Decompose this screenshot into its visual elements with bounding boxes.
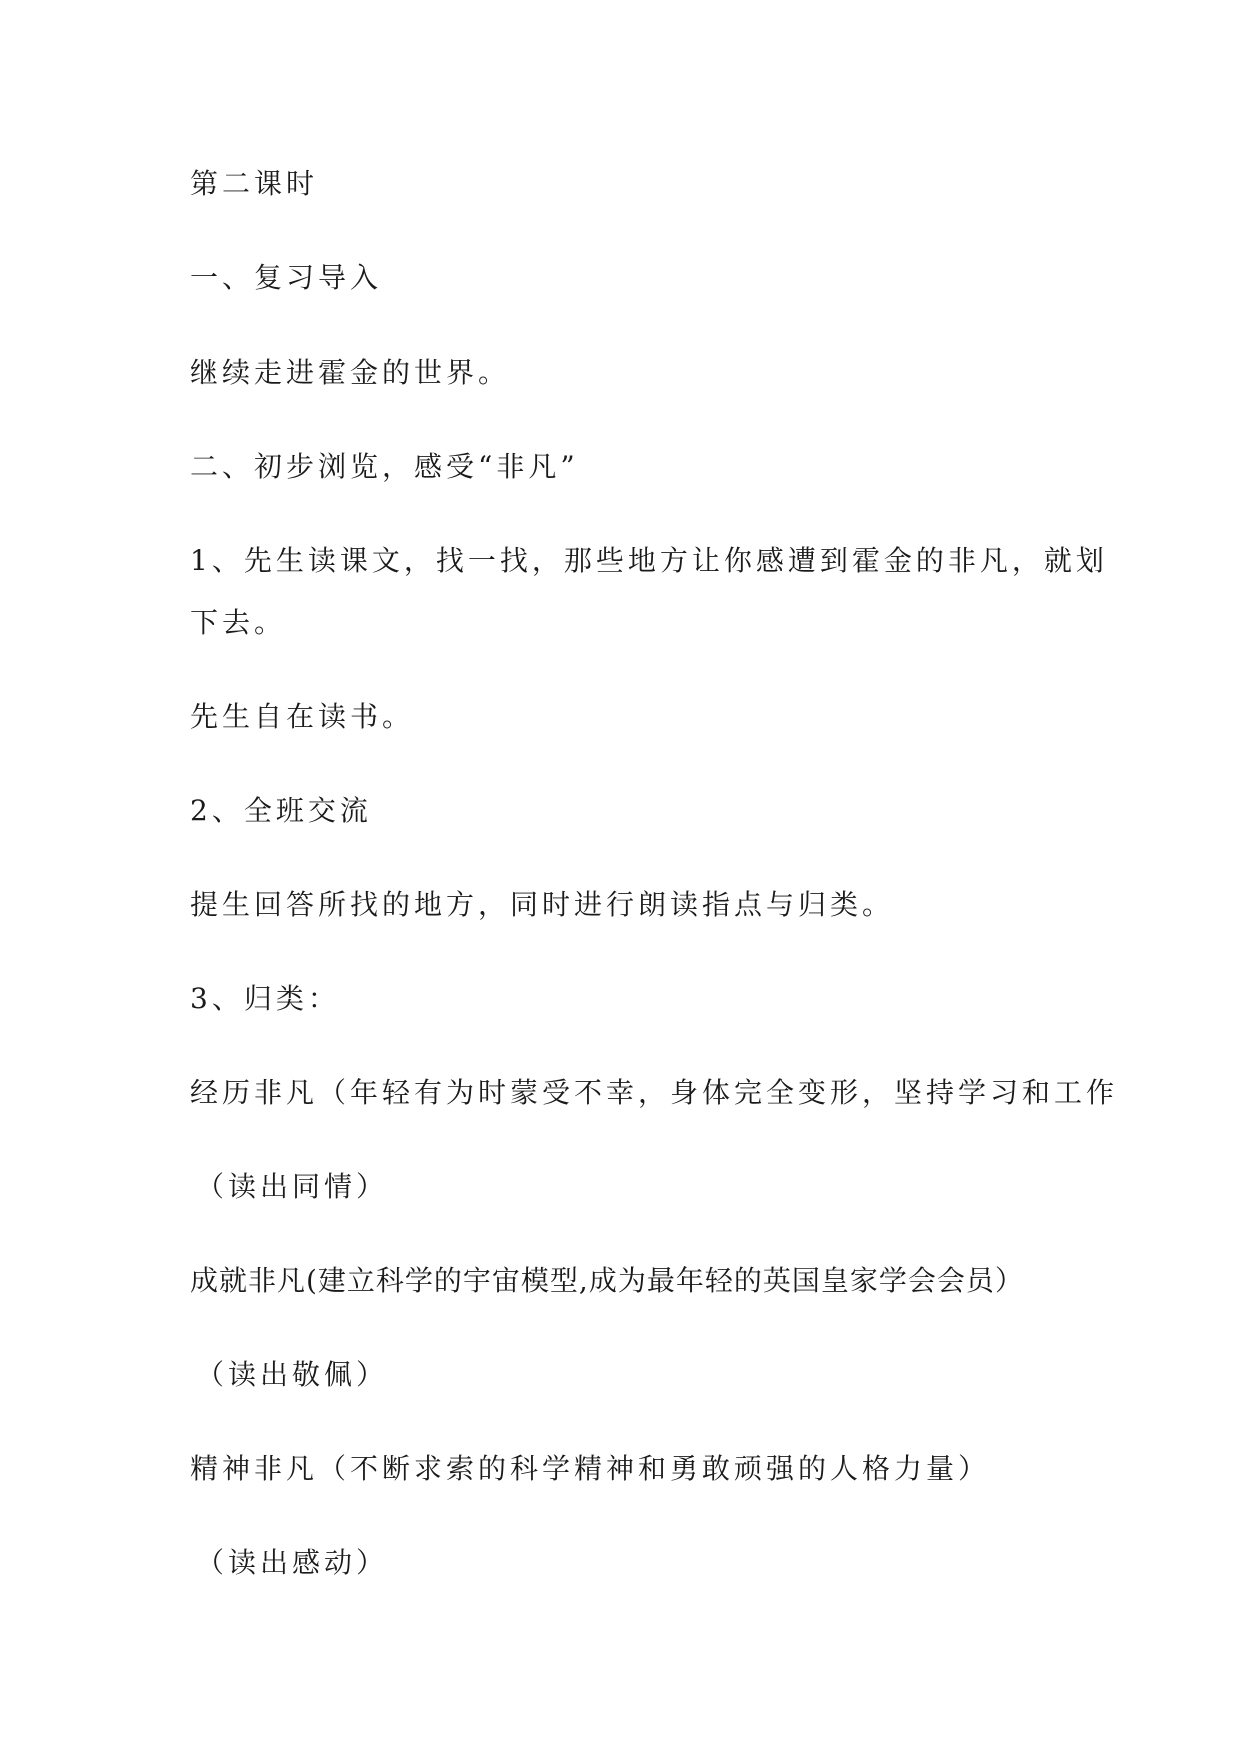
category-line: 成就非凡(建立科学的宇宙模型,成为最年轻的英国皇家学会会员） xyxy=(190,1264,1024,1297)
paragraph: 1、先生读课文，找一找，那些地方让你感遭到霍金的非凡，就划 xyxy=(190,544,1108,577)
category-line: 精神非凡（不断求索的科学精神和勇敢顽强的人格力量） xyxy=(190,1452,991,1485)
reading-note: （读出感动） xyxy=(196,1546,389,1579)
lesson-title: 第二课时 xyxy=(190,167,319,200)
section-heading-review: 一、复习导入 xyxy=(190,261,383,294)
category-line: 经历非凡（年轻有为时蒙受不幸，身体完全变形，坚持学习和工作 xyxy=(190,1076,1119,1109)
reading-note: （读出同情） xyxy=(196,1170,389,1203)
paragraph: 继续走进霍金的世界。 xyxy=(190,356,511,389)
paragraph-continuation: 下去。 xyxy=(190,606,287,639)
paragraph: 先生自在读书。 xyxy=(190,700,415,733)
step-heading: 3、归类： xyxy=(190,982,340,1015)
paragraph: 提生回答所找的地方，同时进行朗读指点与归类。 xyxy=(190,888,895,921)
step-heading: 2、全班交流 xyxy=(190,794,372,827)
section-heading-browse: 二、初步浏览，感受“非凡” xyxy=(190,450,579,483)
reading-note: （读出敬佩） xyxy=(196,1358,389,1391)
